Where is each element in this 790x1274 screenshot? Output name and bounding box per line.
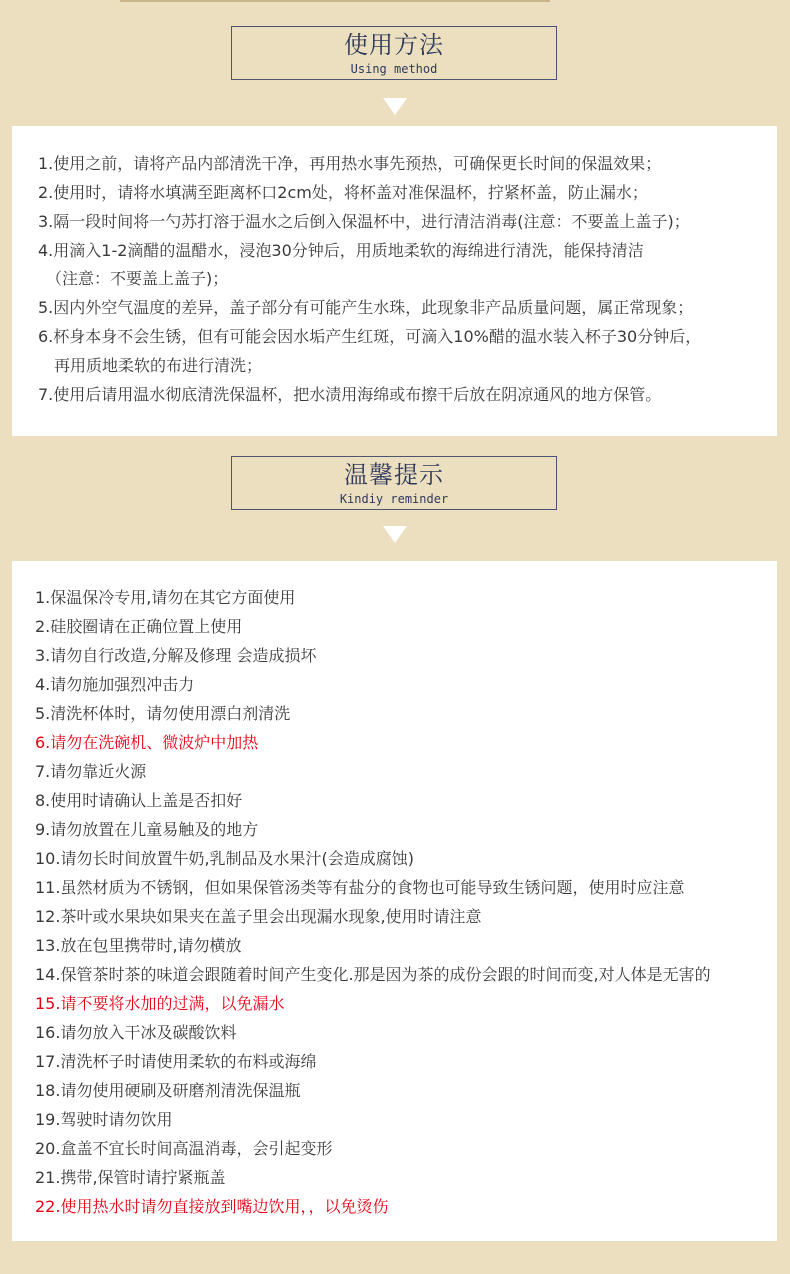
tip-item: 4.请勿施加强烈冲击力	[35, 675, 195, 694]
tip-item: 12.茶叶或水果块如果夹在盖子里会出现漏水现象,使用时请注意	[35, 907, 482, 926]
tip-item: 8.使用时请确认上盖是否扣好	[35, 791, 243, 810]
tip-item: 11.虽然材质为不锈钢，但如果保管汤类等有盐分的食物也可能导致生锈问题，使用时应注意	[35, 878, 685, 897]
tip-item: 3.请勿自行改造,分解及修理 会造成损坏	[35, 646, 317, 665]
down-arrow-icon	[383, 98, 407, 115]
tips-title-en: Kindiy reminder	[339, 492, 449, 506]
usage-line: 2.使用时，请将水填满至距离杯口2cm处，将杯盖对准保温杯，拧紧杯盖，防止漏水；	[38, 183, 648, 202]
usage-line: 7.使用后请用温水彻底清洗保温杯，把水渍用海绵或布擦干后放在阴凉通风的地方保管。	[38, 385, 662, 404]
usage-panel	[12, 126, 777, 436]
tip-item: 18.请勿使用硬刷及研磨剂清洗保温瓶	[35, 1081, 301, 1100]
top-divider-line	[120, 0, 550, 2]
tip-item: 1.保温保冷专用,请勿在其它方面使用	[35, 588, 296, 607]
tip-item: 16.请勿放入干冰及碳酸饮料	[35, 1023, 237, 1042]
usage-line: 1.使用之前，请将产品内部清洗干净，再用热水事先预热，可确保更长时间的保温效果；	[38, 154, 662, 173]
tip-item: 6.请勿在洗碗机、微波炉中加热	[35, 733, 259, 752]
usage-title-cn: 使用方法	[344, 31, 444, 59]
tip-item: 20.盒盖不宜长时间高温消毒，会引起变形	[35, 1139, 333, 1158]
tips-title-box	[231, 456, 557, 510]
tip-item: 5.清洗杯体时，请勿使用漂白剂清洗	[35, 704, 291, 723]
usage-line: 4.用滴入1-2滴醋的温醋水，浸泡30分钟后，用质地柔软的海绵进行清洗，能保持清洁	[38, 241, 644, 260]
tips-panel	[12, 561, 777, 1241]
usage-line: 3.隔一段时间将一勺苏打溶于温水之后倒入保温杯中，进行清洁消毒(注意：不要盖上盖子)；	[38, 212, 690, 231]
usage-line: （注意：不要盖上盖子)；	[46, 269, 229, 288]
tip-item: 22.使用热水时请勿直接放到嘴边饮用，，以免烫伤	[35, 1197, 389, 1216]
tip-item: 10.请勿长时间放置牛奶,乳制品及水果汁(会造成腐蚀)	[35, 849, 415, 868]
tip-item: 19.驾驶时请勿饮用	[35, 1110, 173, 1129]
tip-item: 15.请不要将水加的过满，以免漏水	[35, 994, 285, 1013]
tip-item: 13.放在包里携带时,请勿横放	[35, 936, 242, 955]
usage-title-box	[231, 26, 557, 80]
tip-item: 21.携带,保管时请拧紧瓶盖	[35, 1168, 226, 1187]
down-arrow-icon	[383, 526, 407, 543]
tip-item: 14.保管茶时茶的味道会跟随着时间产生变化.那是因为茶的成份会跟的时间而变,对人体是无害的	[35, 965, 711, 984]
usage-line: 5.因内外空气温度的差异，盖子部分有可能产生水珠，此现象非产品质量问题，属正常现象；	[38, 298, 694, 317]
usage-title-en: Using method	[350, 62, 438, 76]
tip-item: 7.请勿靠近火源	[35, 762, 147, 781]
tips-title-cn: 温馨提示	[344, 461, 444, 489]
usage-line: 6.杯身本身不会生锈，但有可能会因水垢产生红斑，可滴入10%醋的温水装入杯子30分钟后，	[38, 327, 702, 346]
usage-line: 再用质地柔软的布进行清洗；	[54, 356, 263, 375]
tip-item: 9.请勿放置在儿童易触及的地方	[35, 820, 259, 839]
tip-item: 17.清洗杯子时请使用柔软的布料或海绵	[35, 1052, 317, 1071]
tip-item: 2.硅胶圈请在正确位置上使用	[35, 617, 243, 636]
